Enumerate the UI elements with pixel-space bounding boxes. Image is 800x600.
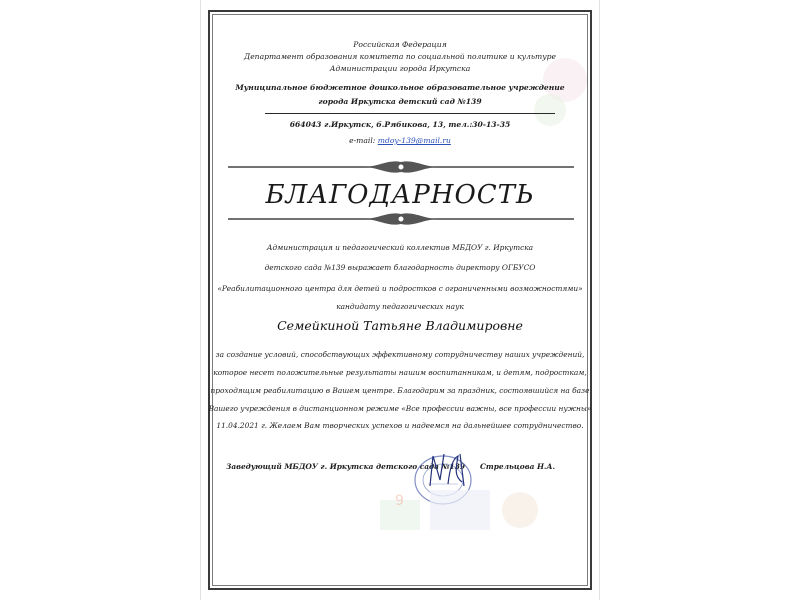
body-line3: проходящим реабилитацию в Вашем центре. Благодарим за праздник, состоявшийся на базе <box>210 386 590 395</box>
ornament-top <box>228 160 574 174</box>
certificate-title: БЛАГОДАРНОСТЬ <box>265 180 535 210</box>
header-institution-line1: Муниципальное бюджетное дошкольное образовательное учреждение <box>235 83 565 92</box>
ornament-bottom <box>228 212 574 226</box>
signature-position: Заведующий МБДОУ г. Иркутска детского сада №139 <box>226 462 465 471</box>
body-line4: Вашего учреждения в дистанционном режиме «Все профессии важны, все профессии нужны» <box>208 404 592 413</box>
header-department: Департамент образования комитета по социальной политике и культуре <box>244 52 556 61</box>
svg-text:9: 9 <box>395 493 404 509</box>
header-separator <box>265 113 555 114</box>
intro-line2: детского сада №139 выражает благодарность директору ОГБУСО <box>264 263 536 272</box>
intro-line4: кандидату педагогических наук <box>336 302 464 311</box>
decorative-bottom-watermark <box>360 470 560 550</box>
body-line2: которое несет положительные результаты нашим воспитанникам, и детям, подросткам, <box>213 368 587 377</box>
header-administration: Администрации города Иркутска <box>329 64 471 73</box>
header-address: 664043 г.Иркутск, б.Рябикова, 13, тел.:30-13-35 <box>289 120 511 129</box>
header-email-line <box>200 136 600 145</box>
intro-line3: «Реабилитационного центра для детей и подростков с ограниченными возможностями» <box>217 284 583 293</box>
signature-name: Стрельцова Н.А. <box>480 462 556 471</box>
intro-line1: Администрация и педагогический коллектив МБДОУ г. Иркутска <box>266 243 534 252</box>
header-institution-line2: города Иркутска детский сад №139 <box>318 97 482 106</box>
recipient-name: Семейкиной Татьяне Владимировне <box>277 318 523 333</box>
body-line1: за создание условий, способствующих эффективному сотрудничеству наших учреждений, <box>215 350 585 359</box>
header-country: Российская Федерация <box>353 40 447 49</box>
email-label: e-mail: <box>349 136 376 145</box>
body-line5: 11.04.2021 г. Желаем Вам творческих успехов и надеемся на дальнейшее сотрудничество. <box>216 421 584 430</box>
email-link[interactable]: mdoy-139@mail.ru <box>377 136 451 145</box>
